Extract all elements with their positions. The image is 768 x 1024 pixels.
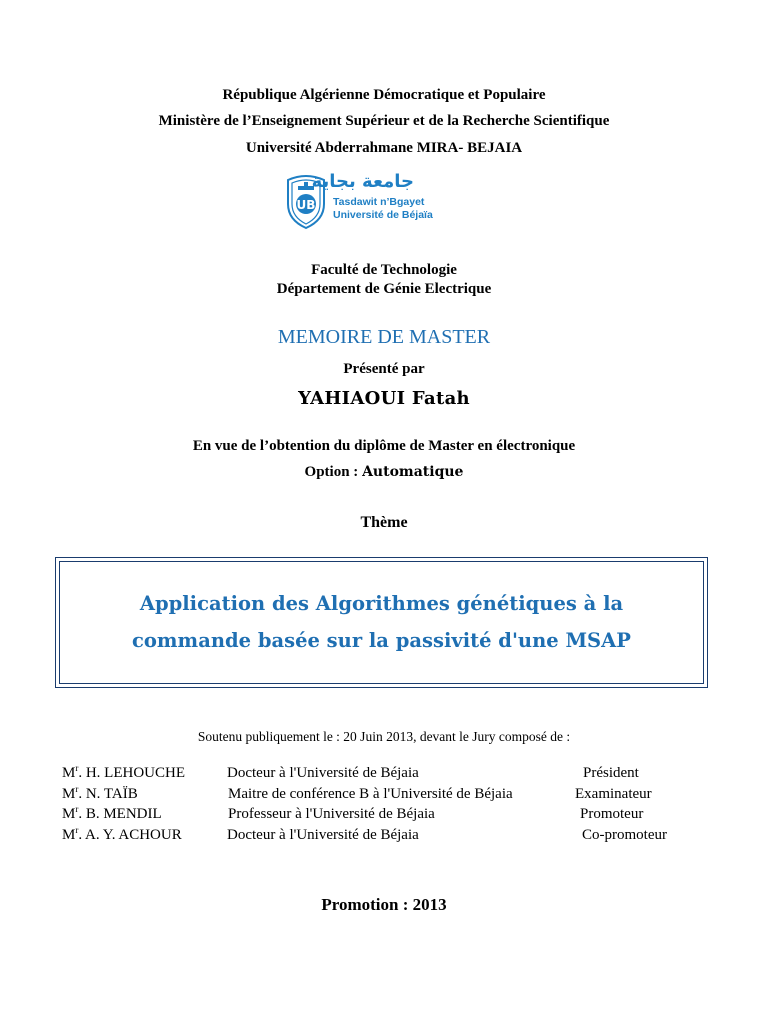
- logo-arabic-text: جامعة بجاية: [311, 171, 414, 192]
- presented-by-label: Présenté par: [343, 361, 425, 377]
- jury-member-row: [62, 783, 702, 807]
- theme-title-box: [55, 557, 708, 688]
- jury-member-title: Docteur à l'Université de Béjaia: [227, 826, 419, 843]
- university-heading: Université Abderrahmane MIRA- BEJAIA: [245, 140, 523, 156]
- jury-member-name: $M^r$. N. TAÏB: [62, 783, 138, 802]
- degree-objective: En vue de l’obtention du diplôme de Master en électronique: [192, 438, 576, 454]
- jury-member-title: Professeur à l'Université de Béjaia: [228, 806, 435, 822]
- jury-member-role: Promoteur: [580, 806, 644, 822]
- jury-list: [62, 765, 702, 847]
- jury-member-title: Docteur à l'Université de Béjaia: [227, 765, 419, 781]
- university-logo: [284, 171, 450, 230]
- jury-member-row: [62, 824, 702, 848]
- theme-title-box-inner: [59, 561, 704, 684]
- theme-title-line2: commande basée sur la passivité d'une MSAP: [132, 629, 631, 652]
- theme-label: Thème: [360, 514, 408, 531]
- promotion-year: Promotion : 2013: [321, 895, 447, 914]
- logo-latin-line1: Tasdawit n’Bgayet: [333, 196, 425, 208]
- jury-member-name: $M^r$. B. MENDIL: [62, 804, 162, 822]
- author-name: YAHIAOUI Fatah: [298, 388, 470, 409]
- jury-member-row: [62, 765, 702, 786]
- document-type-title: MEMOIRE DE MASTER: [277, 326, 491, 348]
- jury-member-row: [62, 806, 702, 827]
- republic-heading: République Algérienne Démocratique et Populaire: [222, 87, 546, 103]
- jury-member-role: Président: [583, 765, 639, 781]
- svg-text:UB: UB: [296, 198, 316, 212]
- jury-member-title: Maitre de conférence B à l'Université de Béjaia: [228, 785, 513, 802]
- jury-member-name: $M^r$. A. Y. ACHOUR: [62, 824, 182, 843]
- option-value: Automatique: [362, 464, 464, 480]
- option-line: [0, 464, 768, 481]
- logo-latin-line2: Université de Béjaïa: [333, 209, 433, 221]
- department-name: Département de Génie Electrique: [276, 281, 492, 297]
- jury-member-name: $M^r$. H. LEHOUCHE: [62, 763, 185, 781]
- faculty-name: Faculté de Technologie: [311, 262, 457, 278]
- ministry-heading: Ministère de l’Enseignement Supérieur et de la Recherche Scientifique: [158, 113, 610, 129]
- jury-member-role: Co-promoteur: [582, 826, 667, 843]
- theme-title-line1: Application des Algorithmes génétiques à la: [139, 592, 624, 615]
- option-label: Option :: [304, 464, 359, 480]
- jury-member-role: Examinateur: [575, 785, 652, 802]
- defense-statement: Soutenu publiquement le : 20 Juin 2013, devant le Jury composé de :: [197, 729, 571, 744]
